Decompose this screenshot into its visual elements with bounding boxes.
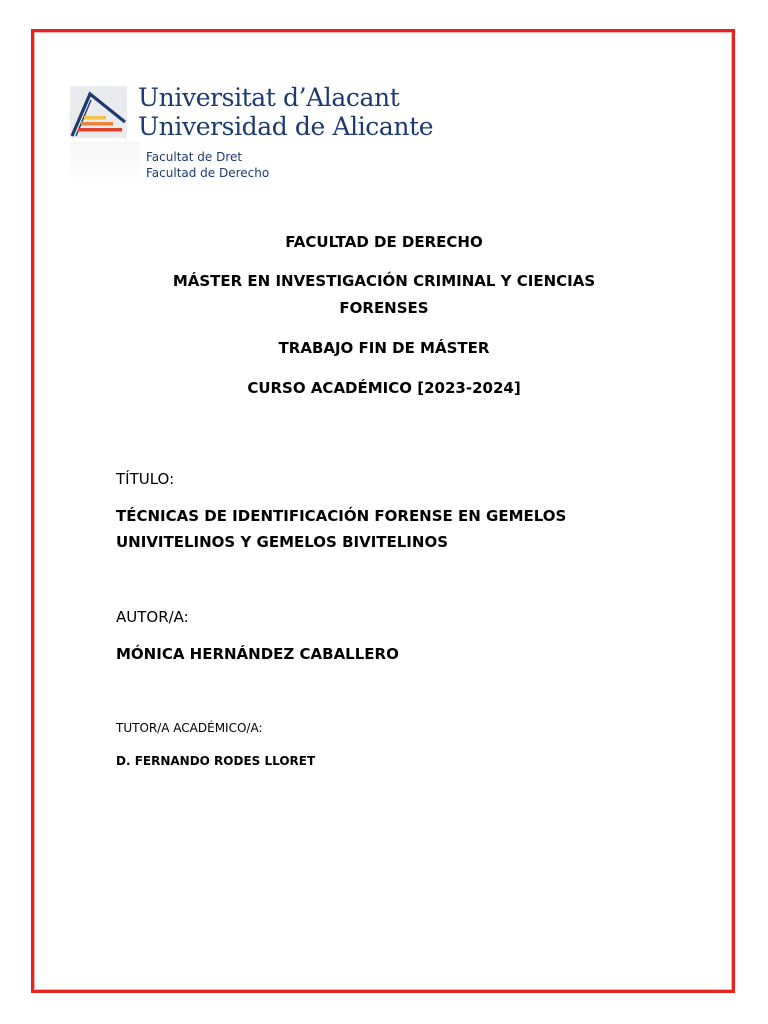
university-arch-icon bbox=[70, 86, 127, 138]
tutor-label: TUTOR/A ACADÉMICO/A: bbox=[116, 721, 263, 735]
logo-faculty-spanish: Facultad de Derecho bbox=[146, 166, 270, 180]
logo-name-spanish: Universidad de Alicante bbox=[138, 112, 434, 141]
author-name: MÓNICA HERNÁNDEZ CABALLERO bbox=[116, 645, 399, 663]
academic-year-heading: CURSO ACADÉMICO [2023-2024] bbox=[247, 379, 521, 397]
university-logo bbox=[70, 82, 434, 190]
title-label: TÍTULO: bbox=[116, 470, 175, 488]
logo-faculty-valencian: Facultat de Dret bbox=[146, 150, 243, 164]
thesis-title-line1: TÉCNICAS DE IDENTIFICACIÓN FORENSE EN GEMELOS bbox=[116, 507, 567, 525]
thesis-title-line2: UNIVITELINOS Y GEMELOS BIVITELINOS bbox=[116, 533, 448, 551]
master-heading-line2: FORENSES bbox=[339, 299, 429, 317]
logo-background-shade bbox=[70, 142, 140, 188]
master-heading-line1: MÁSTER EN INVESTIGACIÓN CRIMINAL Y CIENCIAS bbox=[172, 272, 596, 290]
faculty-heading: FACULTAD DE DERECHO bbox=[285, 233, 483, 251]
work-type-heading: TRABAJO FIN DE MÁSTER bbox=[278, 339, 490, 357]
logo-name-valencian: Universitat d’Alacant bbox=[138, 83, 400, 112]
author-label: AUTOR/A: bbox=[116, 608, 189, 626]
tutor-name: D. FERNANDO RODES LLORET bbox=[116, 754, 316, 768]
